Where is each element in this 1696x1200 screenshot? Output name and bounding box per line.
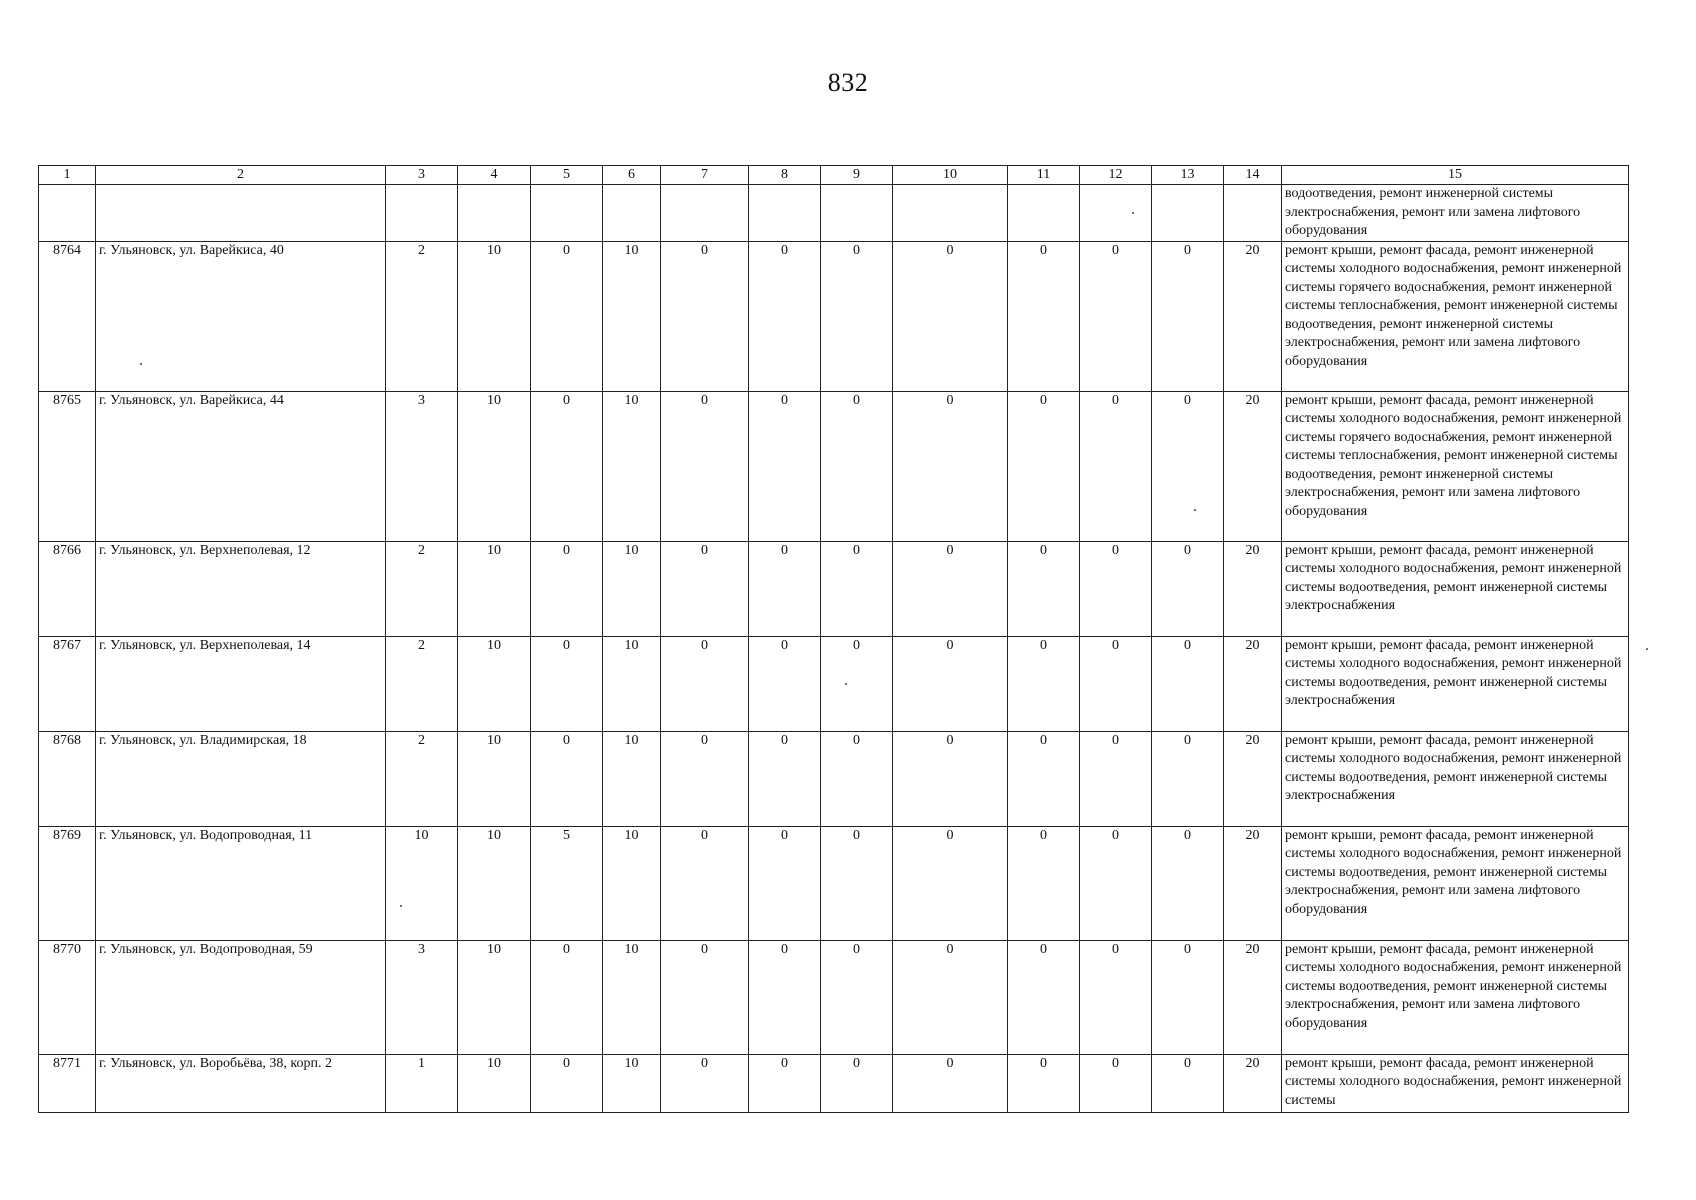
repair-register-table — [38, 165, 1629, 1113]
scan-speck — [1646, 648, 1648, 650]
works-cell: ремонт крыши, ремонт фасада, ремонт инженерной системы холодного водоснабжения, ремонт инженерной системы водоотведения, ремонт инженерной системы электроснабжения — [1282, 541, 1629, 636]
column-header: 4 — [458, 166, 531, 185]
row-id: 8770 — [39, 940, 96, 1054]
address-cell: г. Ульяновск, ул. Верхнеполевая, 14 — [96, 636, 386, 731]
works-cell: ремонт крыши, ремонт фасада, ремонт инженерной системы холодного водоснабжения, ремонт инженерной системы — [1282, 1054, 1629, 1112]
row-id: 8768 — [39, 731, 96, 826]
row-id: 8769 — [39, 826, 96, 940]
row-id: 8764 — [39, 241, 96, 391]
address-cell: г. Ульяновск, ул. Варейкиса, 44 — [96, 391, 386, 541]
column-number-header-row — [39, 166, 1629, 185]
table-row: 8768 г. Ульяновск, ул. Владимирская, 18 2 10 0 10 0 0 0 0 0 0 0 20 ремонт крыши, ремонт фасада, ремонт инженерной системы холодного водоснабжения, ремонт инженерной системы водоотведения, ремонт инженерной системы электроснабжения — [39, 731, 1629, 826]
table-row: 8765 г. Ульяновск, ул. Варейкиса, 44 3 10 0 10 0 0 0 0 0 0 0 20 ремонт крыши, ремонт фасада, ремонт инженерной системы холодного водоснабжения, ремонт инженерной системы горячего водоснабжения, ремонт инженерной системы теплоснабжения, ремонт инженерной системы водоотведения, ремонт инженерной системы электроснабжения, ремонт или замена лифтового оборудования — [39, 391, 1629, 541]
row-id: 8765 — [39, 391, 96, 541]
column-header: 5 — [531, 166, 603, 185]
address-cell: г. Ульяновск, ул. Верхнеполевая, 12 — [96, 541, 386, 636]
row-id: 8767 — [39, 636, 96, 731]
row-id: 8766 — [39, 541, 96, 636]
address-cell: г. Ульяновск, ул. Варейкиса, 40 — [96, 241, 386, 391]
column-header: 14 — [1224, 166, 1282, 185]
works-cell: ремонт крыши, ремонт фасада, ремонт инженерной системы холодного водоснабжения, ремонт инженерной системы водоотведения, ремонт инженерной системы электроснабжения — [1282, 731, 1629, 826]
column-header: 12 — [1080, 166, 1152, 185]
column-header: 10 — [893, 166, 1008, 185]
column-header: 3 — [386, 166, 458, 185]
column-header: 9 — [821, 166, 893, 185]
column-header: 15 — [1282, 166, 1629, 185]
row-id: 8771 — [39, 1054, 96, 1112]
scan-speck — [1194, 509, 1196, 511]
works-cell: ремонт крыши, ремонт фасада, ремонт инженерной системы холодного водоснабжения, ремонт инженерной системы водоотведения, ремонт инженерной системы электроснабжения, ремонт или замена лифтового оборудования — [1282, 826, 1629, 940]
address-cell: г. Ульяновск, ул. Воробьёва, 38, корп. 2 — [96, 1054, 386, 1112]
continuation-row — [39, 185, 1629, 242]
table-row: 8771 г. Ульяновск, ул. Воробьёва, 38, корп. 2 1 10 0 10 0 0 0 0 0 0 0 20 ремонт крыши, ремонт фасада, ремонт инженерной системы холодного водоснабжения, ремонт инженерной системы — [39, 1054, 1629, 1112]
table-row: 8767 г. Ульяновск, ул. Верхнеполевая, 14 2 10 0 10 0 0 0 0 0 0 0 20 ремонт крыши, ремонт фасада, ремонт инженерной системы холодного водоснабжения, ремонт инженерной системы водоотведения, ремонт инженерной системы электроснабжения — [39, 636, 1629, 731]
address-cell: г. Ульяновск, ул. Водопроводная, 11 — [96, 826, 386, 940]
table-row: 8766 г. Ульяновск, ул. Верхнеполевая, 12 2 10 0 10 0 0 0 0 0 0 0 20 ремонт крыши, ремонт фасада, ремонт инженерной системы холодного водоснабжения, ремонт инженерной системы водоотведения, ремонт инженерной системы электроснабжения — [39, 541, 1629, 636]
works-cell: ремонт крыши, ремонт фасада, ремонт инженерной системы холодного водоснабжения, ремонт инженерной системы водоотведения, ремонт инженерной системы электроснабжения — [1282, 636, 1629, 731]
column-header: 8 — [749, 166, 821, 185]
column-header: 1 — [39, 166, 96, 185]
works-cell: ремонт крыши, ремонт фасада, ремонт инженерной системы холодного водоснабжения, ремонт инженерной системы горячего водоснабжения, ремонт инженерной системы теплоснабжения, ремонт инженерной системы водоотведения, ремонт инженерной системы электроснабжения, ремонт или замена лифтового оборудования — [1282, 241, 1629, 391]
table-row: 8770 г. Ульяновск, ул. Водопроводная, 59 3 10 0 10 0 0 0 0 0 0 0 20 ремонт крыши, ремонт фасада, ремонт инженерной системы холодного водоснабжения, ремонт инженерной системы водоотведения, ремонт инженерной системы электроснабжения, ремонт или замена лифтового оборудования — [39, 940, 1629, 1054]
page-number: 832 — [827, 68, 869, 97]
column-header: 11 — [1008, 166, 1080, 185]
table-row: 8769 г. Ульяновск, ул. Водопроводная, 11 10 10 5 10 0 0 0 0 0 0 0 20 ремонт крыши, ремонт фасада, ремонт инженерной системы холодного водоснабжения, ремонт инженерной системы водоотведения, ремонт инженерной системы электроснабжения, ремонт или замена лифтового оборудования — [39, 826, 1629, 940]
column-header: 2 — [96, 166, 386, 185]
scan-speck — [140, 363, 142, 365]
column-header: 13 — [1152, 166, 1224, 185]
address-cell: г. Ульяновск, ул. Владимирская, 18 — [96, 731, 386, 826]
address-cell: г. Ульяновск, ул. Водопроводная, 59 — [96, 940, 386, 1054]
works-cell: водоотведения, ремонт инженерной системы электроснабжения, ремонт или замена лифтового оборудования — [1282, 185, 1629, 242]
column-header: 7 — [661, 166, 749, 185]
table-row: 8764 г. Ульяновск, ул. Варейкиса, 40 2 10 0 10 0 0 0 0 0 0 0 20 ремонт крыши, ремонт фасада, ремонт инженерной системы холодного водоснабжения, ремонт инженерной системы горячего водоснабжения, ремонт инженерной системы теплоснабжения, ремонт инженерной системы водоотведения, ремонт инженерной системы электроснабжения, ремонт или замена лифтового оборудования — [39, 241, 1629, 391]
works-cell: ремонт крыши, ремонт фасада, ремонт инженерной системы холодного водоснабжения, ремонт инженерной системы горячего водоснабжения, ремонт инженерной системы теплоснабжения, ремонт инженерной системы водоотведения, ремонт инженерной системы электроснабжения, ремонт или замена лифтового оборудования — [1282, 391, 1629, 541]
works-cell: ремонт крыши, ремонт фасада, ремонт инженерной системы холодного водоснабжения, ремонт инженерной системы водоотведения, ремонт инженерной системы электроснабжения, ремонт или замена лифтового оборудования — [1282, 940, 1629, 1054]
scan-speck — [400, 905, 402, 907]
scan-speck — [845, 683, 847, 685]
column-header: 6 — [603, 166, 661, 185]
scan-speck — [1132, 212, 1134, 214]
